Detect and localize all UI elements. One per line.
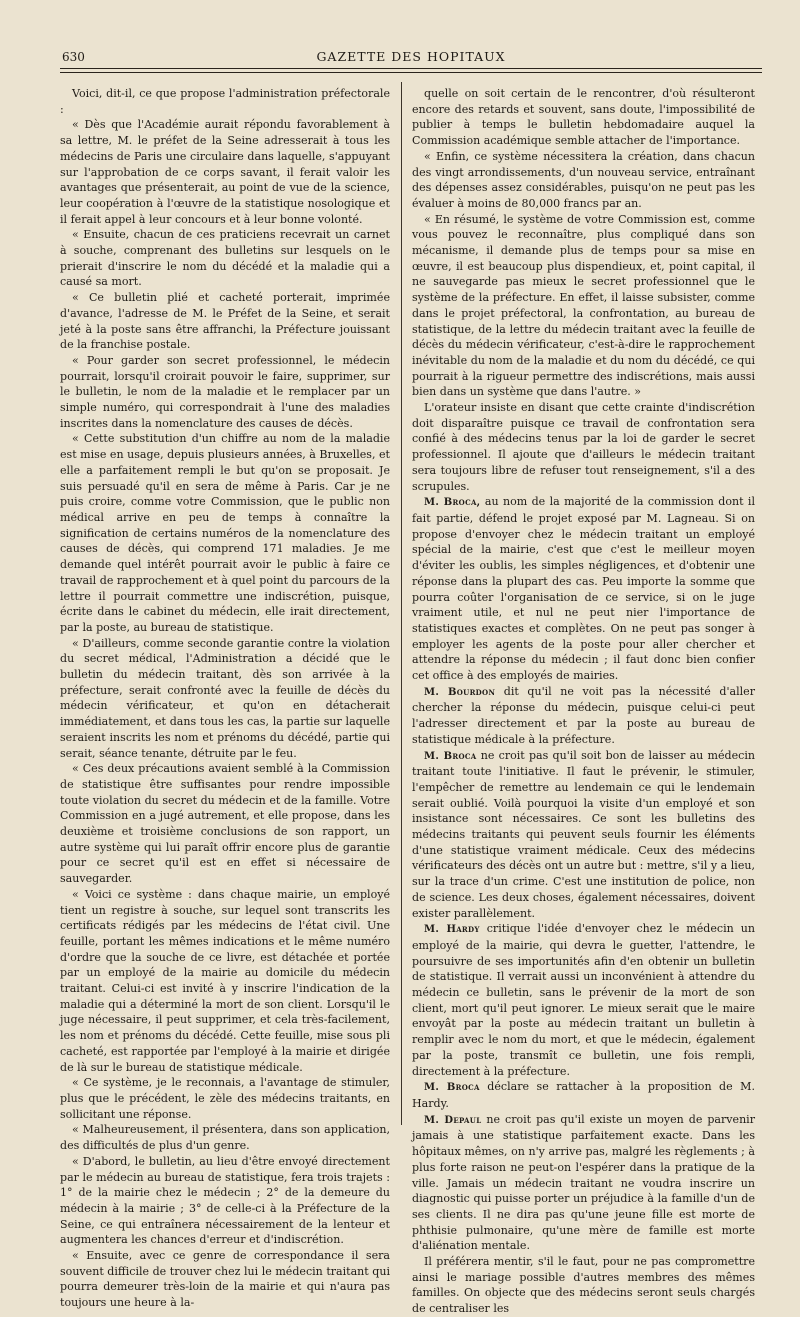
paragraph	[412, 212, 755, 400]
paragraph-text: « D'abord, le bulletin, au lieu d'être envoyé directement par le médecin au bureau de statistique, fera trois trajets : 1° de la mairie chez le médecin ; 2° de la demeure du médecin à la mairie ; 3° de celle-ci à la Préfecture de la Seine, ce qui entraînera nécessairement de la lenteur et augmentera les chances d'erreur et d'indiscrétion.	[60, 1154, 390, 1247]
paragraph-text: « En résumé, le système de votre Commission est, comme vous pouvez le reconnaître, plus compliqué dans son mécanisme, il demande plus de temps pour sa mise en œuvre, il est beaucoup plus dispendieux, et, point capital, il ne sauvegarde pas mieux le secret professionnel que le système de la préfecture. En effet, il laisse subsister, comme dans le projet préfectoral, la confrontation, au bureau de statistique, de la lettre du médecin traitant avec la feuille de décès du médecin vérificateur, c'est-à-dire le rapprochement inévitable du nom de la maladie et du nom du décédé, ce qui pourrait à la rigueur permettre des indiscrétions, mais aussi bien dans un système que dans l'autre. »	[412, 212, 755, 399]
header-rule	[60, 72, 762, 73]
paragraph-text: « Dès que l'Académie aurait répondu favorablement à sa lettre, M. le préfet de la Seine adresserait à tous les médecins de Paris une circulaire dans laquelle, s'appuyant sur l'approbation de ce corps savant, il ferait valoir les avantages que présenterait, au point de vue de la science, leur coopération à l'œuvre de la statistique nosologique et il ferait appel à leur concours et à leur bonne volonté.	[60, 118, 390, 226]
paragraph-text: « Ensuite, avec ce genre de correspondance il sera souvent difficile de trouver chez lui le médecin traitant qui pourra demeurer très-loin de la mairie et qui n'aura pas toujours une heure à la-	[60, 1249, 390, 1310]
speaker-name: M. Bourdon	[424, 686, 496, 698]
paragraph	[60, 227, 390, 290]
paragraph	[60, 1122, 390, 1153]
paragraph	[412, 494, 755, 683]
paragraph	[412, 400, 755, 494]
paragraph-text: « Voici ce système : dans chaque mairie, un employé tient un registre à souche, sur lequel sont transcrits les certificats rédigés par les médecins de l'état civil. Une feuille, portant les mêmes indications et le même numéro d'ordre que la souche de ce livre, est détachée et portée par un employé de la mairie au domicile du médecin traitant. Celui-ci est invité à y inscrire l'indication de la maladie qui a déterminé la mort de son client. Lorsqu'il le juge nécessaire, il peut supprimer, et cela très-facilement, les nom et prénoms du décédé. Cette feuille, mise sous pli cacheté, est rapportée par l'employé à la mairie et dirigée de là sur le bureau de statistique médicale.	[60, 887, 390, 1074]
paragraph	[412, 86, 755, 149]
paragraph	[60, 1154, 390, 1248]
speaker-name: M. Hardy	[424, 924, 480, 936]
paragraph	[60, 353, 390, 432]
paragraph-text: dit qu'il ne voit pas la nécessité d'aller chercher la réponse du médecin, puisque celui-ci peut l'adresser directement et par la poste au bureau de statistique médicale à la préfecture.	[412, 684, 755, 746]
paragraph-text: au nom de la majorité de la commission dont il fait partie, défend le projet exposé par M. Lagneau. Si on propose d'envoyer chez le médecin traitant un employé spécial de la mairie, c'est que c'est le meilleur moyen d'éviter les oublis, les simples négligences, et d'obtenir une réponse dans la plupart des cas. Peu importe la somme que pourra coûter l'organisation de ce service, si on le juge vraiment utile, et nul ne peut nier l'importance de statistiques exactes et complètes. On ne peut pas songer à employer les agents de la poste pour aller chercher et attendre la réponse du médecin ; il faut donc bien confier cet office à des employés de mairies.	[412, 495, 755, 683]
paragraph	[60, 86, 390, 117]
paragraph	[412, 921, 755, 1079]
paragraph	[412, 748, 755, 922]
speaker-name: M. Broca,	[424, 497, 481, 509]
speaker-name: M. Broca	[424, 750, 477, 762]
left-column	[60, 86, 390, 1310]
journal-title: GAZETTE DES HOPITAUX	[316, 49, 506, 64]
paragraph-text: « Cette substitution d'un chiffre au nom de la maladie est mise en usage, depuis plusieurs années, à Bruxelles, et elle a parfaitement rempli le but qu'on se proposait. Je suis persuadé qu'il en sera de même à Paris. Car je ne puis croire, comme votre Commission, que le public non médical arrive en peu de temps à connaître la signification de certains numéros de la nomenclature des causes de décès, qui comprend 171 maladies. Je me demande quel intérêt pourrait avoir le public à faire ce travail de rapprochement et à quel point du parcours de la lettre il pourrait commettre une indiscrétion, puisque, écrite dans le cabinet du médecin, elle irait directement, par la poste, au bureau de statistique.	[60, 432, 390, 634]
paragraph	[412, 1254, 755, 1317]
paragraph	[412, 149, 755, 212]
paragraph-text: Il préférera mentir, s'il le faut, pour ne pas compromettre ainsi le mariage possible d'autres membres des mêmes familles. On objecte que des médecins seront seuls chargés de centraliser les	[412, 1255, 755, 1316]
paragraph	[60, 636, 390, 762]
speaker-name: M. Broca	[424, 1082, 480, 1094]
paragraph	[412, 1112, 755, 1254]
paragraph-text: « Ces deux précautions avaient semblé à la Commission de statistique être suffisantes pour rendre impossible toute violation du secret du médecin et de la famille. Votre Commission en a jugé autrement, et elle propose, dans les deuxième et troisième conclusions de son rapport, un autre système qui lui paraît offrir encore plus de garantie pour ce secret qu'il est en effet si nécessaire de sauvegarder.	[60, 762, 390, 886]
page-header	[60, 46, 762, 69]
paragraph-text: « Ensuite, chacun de ces praticiens recevrait un carnet à souche, comprenant des bulletins sur lesquels on le prierait d'inscrire le nom du décédé et la maladie qui a causé sa mort.	[60, 228, 390, 289]
paragraph-text: « Ce système, je le reconnais, a l'avantage de stimuler, plus que le précédent, le zèle des médecins traitants, en sollicitant une réponse.	[60, 1076, 390, 1121]
paragraph-text: ne croit pas qu'il existe un moyen de parvenir jamais à une statistique parfaitement exacte. Dans les hôpitaux mêmes, on n'y arrive pas, malgré les règlements ; à plus forte raison ne peut-on l'espérer dans la pratique de la ville. Jamais un médecin traitant ne voudra inscrire un diagnostic qui puisse porter un préjudice à la famille d'un de ses clients. Il ne dira pas qu'une jeune fille est morte de phthisie pulmonaire, qu'une mère de famille est morte d'aliénation mentale.	[412, 1112, 755, 1253]
paragraph-text: critique l'idée d'envoyer chez le médecin un employé de la mairie, qui devra le guetter, l'attendre, le poursuivre de ses importunités afin d'en obtenir un bulletin de statistique. Il verrait aussi un inconvénient à attendre du médecin ce bulletin, sans le prévenir de la mort de son client, mort qu'il peut ignorer. Le mieux serait que le maire envoyât par la poste au médecin traitant un bulletin à remplir avec le nom du mort, et que le médecin, également par la poste, transmît ce bulletin, une fois rempli, directement à la préfecture.	[412, 922, 755, 1078]
paragraph	[60, 117, 390, 227]
paragraph-text: L'orateur insiste en disant que cette crainte d'indiscrétion doit disparaître puisque ce travail de confrontation sera confié à des médecins tenus par la loi de garder le secret professionnel. Il ajoute que d'ailleurs le médecin traitant sera toujours libre de refuser tout renseignement, s'il a des scrupules.	[412, 401, 755, 493]
paragraph-text: ne croit pas qu'il soit bon de laisser au médecin traitant toute l'initiative. Il faut le prévenir, le stimuler, l'empêcher de remettre au lendemain ce qui le lendemain serait oublié. Voilà pourquoi la visite d'un employé et son insistance sont nécessaires. Ce sont les bulletins des médecins traitants qui peuvent seuls fournir les éléments d'une statistique vraiment médicale. Ceux des médecins vérificateurs des décès ont un autre but : mettre, s'il y a lieu, sur la trace d'un crime. C'est une institution de police, non de science. Les deux choses, également nécessaires, doivent exister parallèlement.	[412, 748, 755, 920]
speaker-name: M. Depaul	[424, 1114, 482, 1126]
paragraph	[60, 431, 390, 635]
paragraph-text: Voici, dit-il, ce que propose l'administration préfectorale :	[60, 87, 390, 116]
paragraph	[60, 887, 390, 1075]
paragraph	[412, 1079, 755, 1111]
paragraph-text: « D'ailleurs, comme seconde garantie contre la violation du secret médical, l'Administration a décidé que le bulletin du médecin traitant, dès son arrivée à la préfecture, serait confronté avec la feuille de décès du médecin vérificateur, et qu'on en détacherait immédiatement, et dans tous les cas, la partie sur laquelle seraient inscrits les nom et prénoms du décédé, partie qui serait, séance tenante, détruite par le feu.	[60, 636, 390, 760]
paragraph	[60, 761, 390, 887]
paragraph	[60, 1075, 390, 1122]
paragraph-text: « Enfin, ce système nécessitera la création, dans chacun des vingt arrondissements, d'un nouveau service, entraînant des dépenses assez considérables, puisqu'on ne peut pas les évaluer à moins de 80,000 francs par an.	[412, 149, 755, 210]
page-number: 630	[62, 50, 85, 64]
paragraph-text: déclare se rattacher à la proposition de M. Hardy.	[412, 1080, 755, 1110]
column-divider	[401, 82, 402, 1125]
paragraph-text: « Pour garder son secret professionnel, le médecin pourrait, lorsqu'il croirait pouvoir le faire, supprimer, sur le bulletin, le nom de la maladie et le remplacer par un simple numéro, qui correspondrait à l'une des maladies inscrites dans la nomenclature des causes de décès.	[60, 353, 390, 430]
paragraph	[412, 684, 755, 748]
paragraph	[60, 290, 390, 353]
paragraph	[60, 1248, 390, 1311]
paragraph-text: quelle on soit certain de le rencontrer, d'où résulteront encore des retards et souvent, sans doute, l'impossibilité de publier à temps le bulletin hebdomadaire auquel la Commission académique semble attacher de l'importance.	[412, 87, 755, 148]
paragraph-text: « Malheureusement, il présentera, dans son application, des difficultés de plus d'un genre.	[60, 1123, 390, 1153]
paragraph-text: « Ce bulletin plié et cacheté porterait, imprimée d'avance, l'adresse de M. le Préfet de la Seine, et serait jeté à la poste sans être affranchi, la Préfecture jouissant de la franchise postale.	[60, 291, 390, 352]
right-column	[412, 86, 755, 1316]
